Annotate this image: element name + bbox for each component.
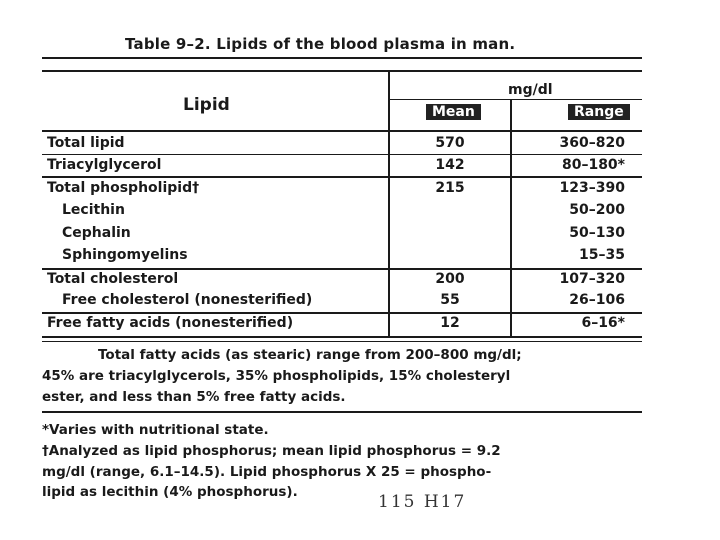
- top-rule: [42, 57, 642, 59]
- table-row: [0, 180, 720, 200]
- paragraph-line: ester, and less than 5% free fatty acids.: [42, 389, 346, 405]
- table-row: [0, 271, 720, 291]
- table-row: [0, 315, 720, 335]
- row-lipid-name: Free cholesterol (nonesterified): [62, 292, 313, 308]
- row-range-value: 26–106: [569, 292, 625, 308]
- row-mean-value: 215: [435, 180, 465, 196]
- footnote-line: mg/dl (range, 6.1–14.5). Lipid phosphorus X 25 = phospho-: [42, 463, 492, 480]
- footnote-line: lipid as lecithin (4% phosphorus).: [42, 484, 298, 500]
- row-lipid-name: Free fatty acids (nonesterified): [47, 315, 294, 331]
- footnote-line: †Analyzed as lipid phosphorus; mean lipid phosphorus = 9.2: [42, 443, 501, 459]
- table-row: [0, 135, 720, 155]
- row-rule: [42, 154, 642, 155]
- row-rule: [42, 176, 642, 178]
- row-range-value: 50–130: [569, 225, 625, 241]
- column-header-lipid: Lipid: [183, 95, 230, 115]
- footnote-dagger: [42, 441, 662, 503]
- table-row: [0, 157, 720, 177]
- table-bottom-rule-second: [42, 341, 642, 342]
- row-range-value: 6–16*: [581, 315, 625, 331]
- table-bottom-rule: [42, 336, 642, 338]
- units-underline: [390, 99, 642, 100]
- row-rule: [42, 312, 642, 314]
- paragraph-line: 45% are triacylglycerols, 35% phospholipids, 15% cholesteryl: [42, 368, 511, 384]
- row-lipid-name: Lecithin: [62, 202, 125, 218]
- footnote-rule: [42, 411, 642, 413]
- row-lipid-name: Cephalin: [62, 225, 131, 241]
- row-lipid-name: Total lipid: [47, 135, 125, 151]
- row-mean-value: 142: [435, 157, 465, 173]
- summary-paragraph: [42, 345, 662, 408]
- row-mean-value: 55: [440, 292, 460, 308]
- table-row: [0, 202, 720, 222]
- column-header-range: Range: [568, 104, 630, 120]
- paragraph-line: Total fatty acids (as stearic) range from 200–800 mg/dl;: [98, 347, 522, 363]
- row-range-value: 107–320: [559, 271, 625, 287]
- row-mean-value: 570: [435, 135, 465, 151]
- header-rule: [42, 130, 642, 132]
- row-range-value: 360–820: [559, 135, 625, 151]
- row-mean-value: 200: [435, 271, 465, 287]
- table-row: [0, 225, 720, 245]
- footnote-star: [42, 420, 662, 441]
- handwritten-note: 115 H17: [378, 492, 467, 512]
- row-range-value: 80–180*: [561, 157, 625, 173]
- row-lipid-name: Total phospholipid†: [47, 180, 200, 196]
- column-header-units: mg/dl: [508, 82, 553, 98]
- row-lipid-name: Sphingomyelins: [62, 247, 188, 263]
- row-range-value: 123–390: [559, 180, 625, 196]
- column-header-mean: Mean: [426, 104, 481, 120]
- row-range-value: 15–35: [579, 247, 625, 263]
- table-title: Table 9–2. Lipids of the blood plasma in man.: [125, 35, 516, 53]
- top-rule-second: [42, 70, 642, 72]
- row-lipid-name: Total cholesterol: [47, 271, 179, 287]
- row-lipid-name: Triacylglycerol: [47, 157, 162, 173]
- table-row: [0, 247, 720, 267]
- table-row: [0, 292, 720, 312]
- row-range-value: 50–200: [569, 202, 625, 218]
- footnote-text: *Varies with nutritional state.: [42, 422, 269, 438]
- row-rule: [42, 268, 642, 270]
- row-mean-value: 12: [440, 315, 460, 331]
